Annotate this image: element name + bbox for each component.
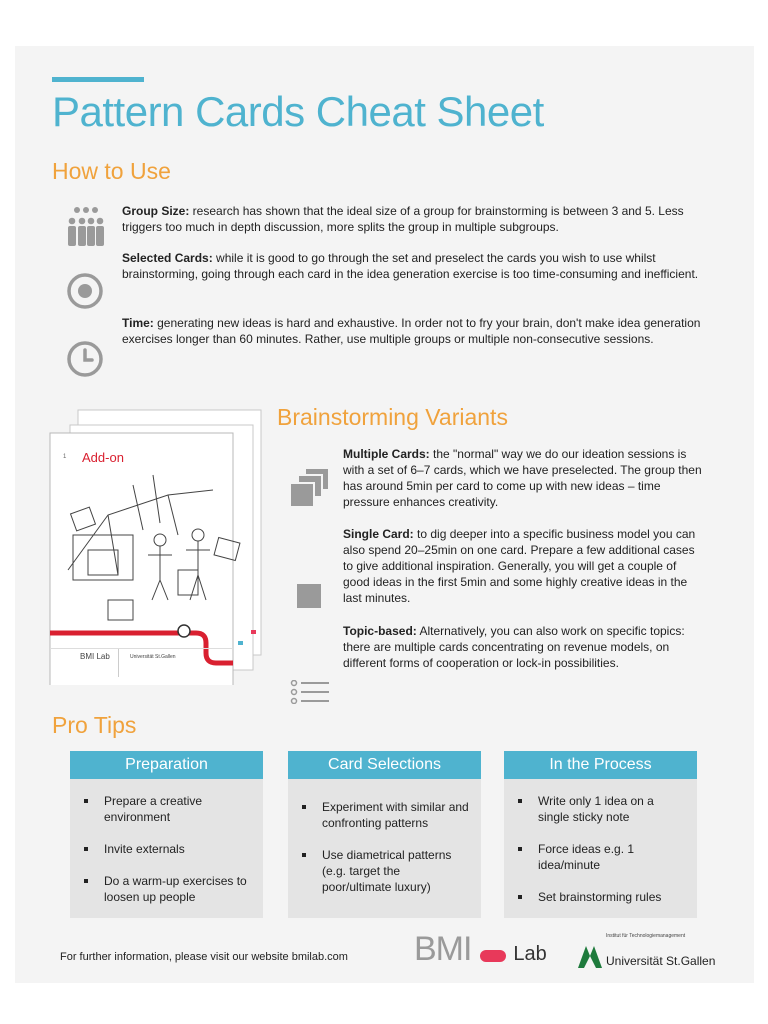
tip-item: Write only 1 idea on a single sticky note	[518, 793, 687, 825]
footer-info-text: For further information, please visit our website bmilab.com	[60, 951, 348, 963]
tip-item: Experiment with similar and confronting patterns	[302, 799, 471, 831]
tip-column-in-the-process	[504, 751, 697, 918]
pattern-card-illustration	[48, 395, 273, 685]
card-title: Add-on	[82, 450, 124, 465]
topic-based-text	[343, 623, 705, 671]
tip-item: Force ideas e.g. 1 idea/minute	[518, 841, 687, 873]
group-icon	[66, 206, 106, 253]
hsg-institute-text: Institut für Technologiemanagement	[606, 933, 686, 939]
group-size-label: Group Size:	[122, 204, 190, 218]
tip-item: Invite externals	[84, 841, 253, 857]
how-to-use-heading: How to Use	[52, 158, 171, 184]
tip-column-card-selections	[288, 751, 481, 918]
time-text	[122, 315, 702, 347]
multiple-cards-text	[343, 446, 705, 510]
selected-cards-body: while it is good to go through the set and preselect the cards you wish to use whilst brainstorming, going through each card in the idea generation exercise is too time-consuming and inefficient.	[122, 251, 699, 281]
tip-item: Do a warm-up exercises to loosen up people	[84, 873, 253, 905]
list-icon	[290, 680, 330, 709]
selected-cards-label: Selected Cards:	[122, 251, 213, 265]
variants-heading: Brainstorming Variants	[277, 404, 508, 430]
card-number: 1	[63, 454, 67, 460]
tip-item: Set brainstorming rules	[518, 889, 687, 905]
hsg-emblem-icon	[576, 942, 604, 972]
bmilab-logo	[414, 930, 547, 970]
multiple-cards-body: the "normal" way we do our ideation sessions is with a set of 6–7 cards, which we have preselected. The group then has around 5min per card to come up with new ideas – time pressure enhances creativity.	[343, 447, 702, 509]
bmilab-logo-bmi: BMI	[414, 930, 472, 968]
tip-column-preparation	[70, 751, 263, 918]
time-body: generating new ideas is hard and exhaustive. In order not to fry your brain, don't make idea generation exercises longer than 60 minutes. Rather, use multiple groups or multiple non-consecutive sessions.	[122, 316, 701, 346]
multiple-cards-label: Multiple Cards:	[343, 447, 430, 461]
clock-icon	[66, 340, 104, 383]
bmilab-logo-pill	[480, 950, 506, 962]
card-logo-bmi-text: BMI	[80, 652, 95, 661]
target-icon	[66, 272, 104, 315]
hsg-uni-text: Universität St.Gallen	[606, 954, 716, 968]
page-title: Pattern Cards Cheat Sheet	[52, 88, 544, 135]
single-card-text	[343, 526, 705, 606]
single-card-icon	[297, 584, 321, 613]
tip-column-title: Card Selections	[288, 751, 481, 779]
tip-column-title: Preparation	[70, 751, 263, 779]
card-logo-bmi	[80, 652, 110, 661]
group-size-text	[122, 203, 700, 235]
group-size-body: research has shown that the ideal size of a group for brainstorming is between 3 and 5. Less triggers too much in depth discussion, more splits the group in multiple subgroups.	[122, 204, 684, 234]
pro-tips-heading: Pro Tips	[52, 712, 137, 738]
card-stack-icon	[289, 468, 331, 513]
topic-based-label: Topic-based:	[343, 624, 417, 638]
title-accent-bar	[52, 77, 144, 82]
tip-item: Use diametrical patterns (e.g. target the poor/ultimate luxury)	[302, 847, 471, 895]
bmilab-logo-lab: Lab	[513, 943, 547, 965]
topic-based-body: Alternatively, you can also work on specific topics: there are multiple cards concentrating on revenue models, on different forms of cooperation or lock-in possibilities.	[343, 624, 685, 670]
selected-cards-text	[122, 250, 702, 282]
single-card-label: Single Card:	[343, 527, 414, 541]
single-card-body: to dig deeper into a specific business model you can also spend 20–25min on one card. Prepare a few additional cases to give additional inspiration. Generally, you will get a couple of good ideas in the first 5min and some highly creative ideas in the last minutes.	[343, 527, 696, 605]
tip-column-title: In the Process	[504, 751, 697, 779]
card-uni-logo: Universität St.Gallen	[130, 654, 176, 660]
time-label: Time:	[122, 316, 154, 330]
card-logo-lab-text: Lab	[96, 652, 110, 661]
tip-item: Prepare a creative environment	[84, 793, 253, 825]
